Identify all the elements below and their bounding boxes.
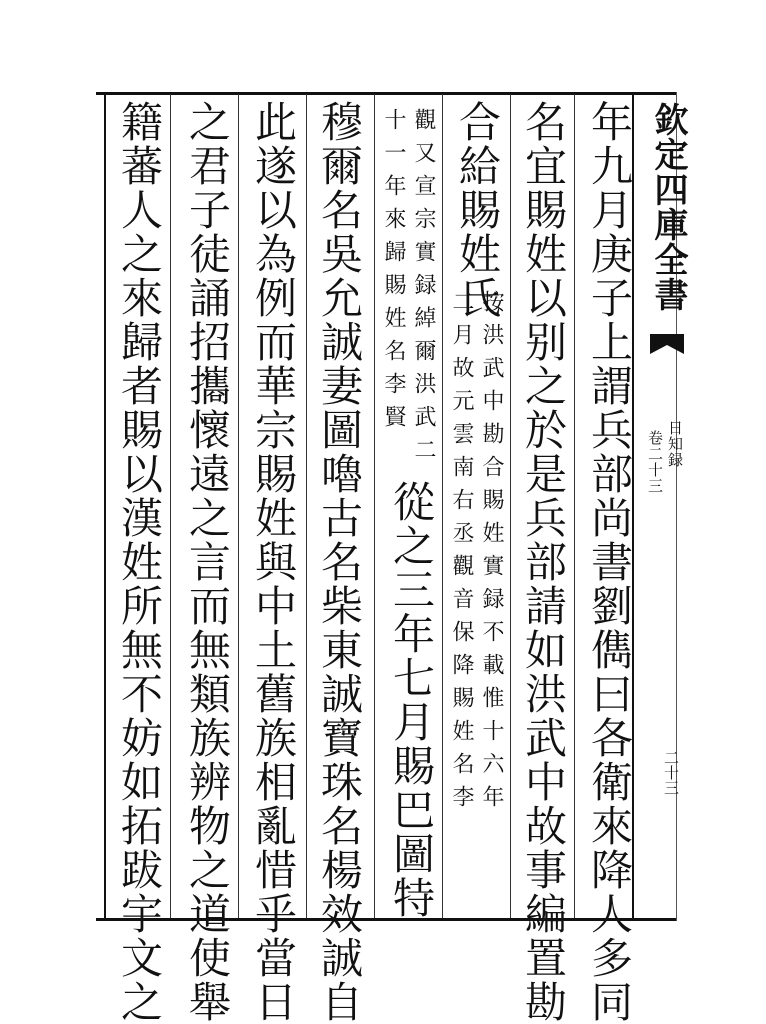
column-divider: [374, 94, 375, 918]
left-frame-line: [104, 92, 106, 921]
collection-title: 欽定四庫全書: [648, 102, 688, 312]
fishtail-mark: [650, 334, 684, 354]
column-divider: [238, 94, 239, 918]
column-divider: [574, 94, 575, 918]
text-column-6: 此遂以為例而華宗賜姓與中土舊族相亂惜乎當日: [249, 100, 298, 1024]
text-column-3: 合給賜姓氏: [453, 100, 502, 320]
annotation-column-3: 觀又宣宗實録綽爾洪武二: [411, 108, 436, 471]
volume-label: 卷二十三: [646, 430, 664, 494]
text-column-7: 之君子徒誦招攜懷遠之言而無類族辨物之道使舉: [183, 100, 232, 1024]
annotation-column-2: 二月故元雲南右丞觀音保降賜姓名李: [449, 290, 474, 818]
page-number: 二十三: [662, 750, 680, 795]
annotation-column-1: 按洪武中勘合賜姓實録不載惟十六年: [479, 290, 504, 818]
text-column-4: 從之三年七月賜巴圖特: [387, 480, 436, 920]
column-divider: [442, 94, 443, 918]
top-border-rule: [96, 92, 676, 95]
column-divider: [306, 94, 307, 918]
column-divider: [510, 94, 511, 918]
book-title: 日知録: [666, 420, 684, 468]
text-column-5: 穆爾名吳允誠妻圖嚕古名柴東誠寶珠名楊效誠自: [315, 100, 364, 1024]
text-column-2: 名宜賜姓以别之於是兵部請如洪武中故事編置勘: [519, 100, 568, 1024]
text-column-8: 籍蕃人之來歸者賜以漢姓所無不妨如拓跋宇文之: [115, 100, 164, 1024]
annotation-column-4: 十一年來歸賜姓名李賢: [381, 108, 406, 438]
text-column-1: 年九月庚子上謂兵部尚書劉儁曰各衛來降人多同: [585, 100, 634, 1024]
column-divider: [170, 94, 171, 918]
